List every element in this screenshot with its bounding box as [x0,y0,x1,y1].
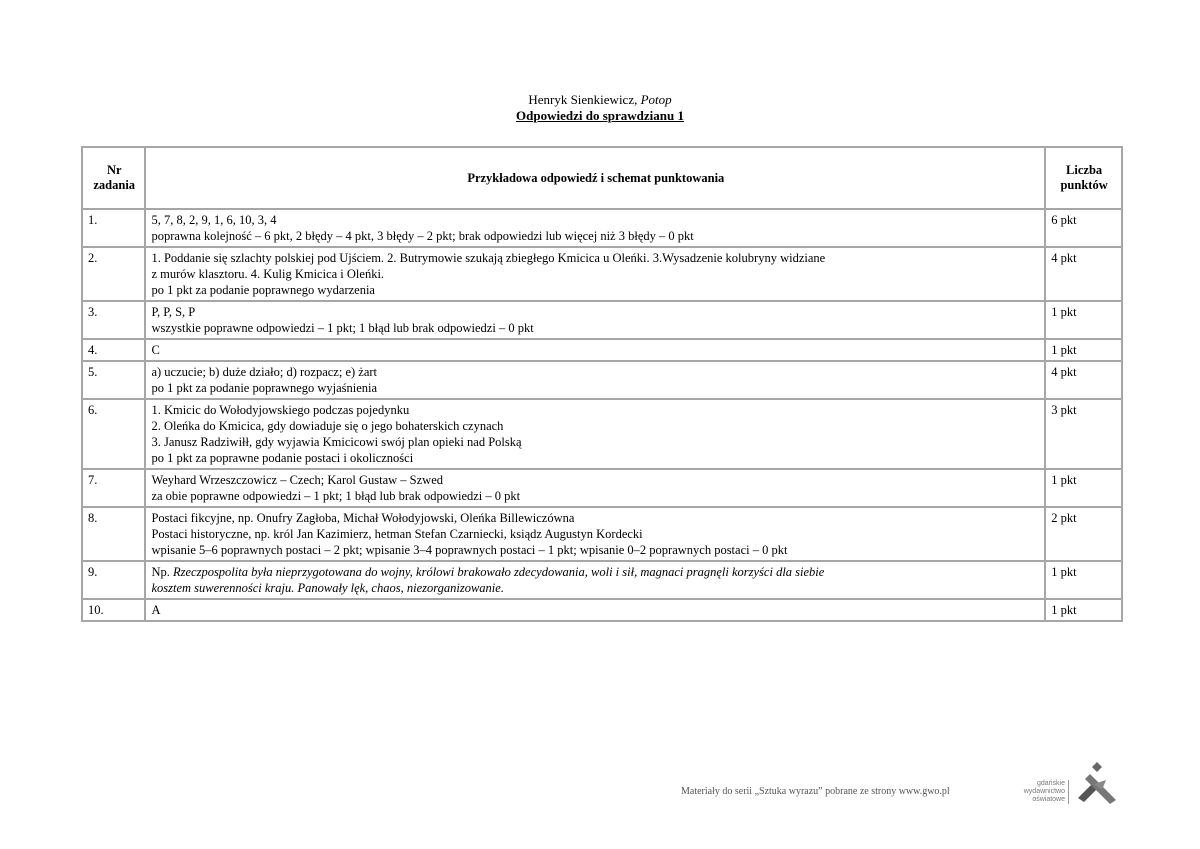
answer-cell [145,301,1045,339]
table-row [82,247,1122,301]
answer-line: wszystkie poprawne odpowiedzi – 1 pkt; 1 błąd lub brak odpowiedzi – 0 pkt [151,321,534,335]
points-cell: 1 pkt [1045,301,1122,339]
points-cell: 4 pkt [1045,247,1122,301]
table-row [82,361,1122,399]
points-cell: 1 pkt [1045,469,1122,507]
answer-line: a) uczucie; b) duże działo; d) rozpacz; e) żart [151,365,378,379]
table-row [82,507,1122,561]
answer-line: poprawna kolejność – 6 pkt, 2 błędy – 4 pkt, 3 błędy – 2 pkt; brak odpowiedzi lub więcej niż 3 błędy – 0 pkt [151,229,694,243]
points-cell: 1 pkt [1045,561,1122,599]
answer-line: Rzeczpospolita była nieprzygotowana do wojny, królowi brakowało zdecydowania, woli i sił, magnaci pragnęli korzyści dla siebie [172,565,825,579]
author-line [0,92,1200,108]
answer-line: z murów klasztoru. 4. Kulig Kmicica i Oleńki. [151,267,385,281]
logo-text: gdańskie wydawnictwo oświatowe [1023,780,1065,803]
page-title: Odpowiedzi do sprawdzianu 1 [516,108,684,123]
table-header-row [82,147,1122,209]
table-row [82,469,1122,507]
table-row [82,599,1122,621]
answer-line: P, P, S, P [151,305,196,319]
logo-icon [1072,760,1122,806]
points-cell: 6 pkt [1045,209,1122,247]
table-row [82,399,1122,469]
task-number: 5. [82,361,145,399]
answer-line: wpisanie 5–6 poprawnych postaci – 2 pkt; wpisanie 3–4 poprawnych postaci – 1 pkt; wpisanie 0–2 poprawnych postaci – 0 pkt [151,543,788,557]
task-number: 2. [82,247,145,301]
task-number: 3. [82,301,145,339]
task-number: 1. [82,209,145,247]
answer-line: Postaci fikcyjne, np. Onufry Zagłoba, Michał Wołodyjowski, Oleńka Billewiczówna [151,511,575,525]
answer-line: Postaci historyczne, np. król Jan Kazimierz, hetman Stefan Czarniecki, ksiądz Augustyn Kordecki [151,527,643,541]
answer-line: 1. Kmicic do Wołodyjowskiego podczas pojedynku [151,403,410,417]
answer-line: 5, 7, 8, 2, 9, 1, 6, 10, 3, 4 [151,213,277,227]
task-number: 10. [82,599,145,621]
answer-line: po 1 pkt za podanie poprawnego wydarzenia [151,283,375,297]
table-row [82,209,1122,247]
task-number: 8. [82,507,145,561]
answer-cell [145,339,1045,361]
logo-separator [1068,780,1069,804]
publisher-logo [1010,760,1125,810]
answer-line: po 1 pkt za poprawne podanie postaci i okoliczności [151,451,414,465]
answer-line: 1. Poddanie się szlachty polskiej pod Ujściem. 2. Butrymowie szukają zbiegłego Kmicica u Oleńki. 3.Wysadzenie kolubryny widziane [151,251,826,265]
answer-cell [145,361,1045,399]
source-note: Materiały do serii „Sztuka wyrazu” pobrane ze strony www.gwo.pl [681,786,950,797]
points-cell: 4 pkt [1045,361,1122,399]
points-cell: 1 pkt [1045,339,1122,361]
work-title: Potop [640,92,672,107]
answer-line: za obie poprawne odpowiedzi – 1 pkt; 1 błąd lub brak odpowiedzi – 0 pkt [151,489,521,503]
answer-line: A [151,603,161,617]
answer-line: kosztem suwerenności kraju. Panowały lęk, chaos, niezorganizowanie. [151,581,504,595]
task-number: 4. [82,339,145,361]
answer-cell [145,399,1045,469]
answer-cell [145,247,1045,301]
answers-table [81,146,1123,622]
document-header [0,92,1200,124]
answer-prefix: Np. [151,565,173,579]
answer-line: C [151,343,160,357]
answer-cell [145,209,1045,247]
author: Henryk Sienkiewicz, [528,92,641,107]
task-number: 6. [82,399,145,469]
header-points: Liczba punktów [1045,147,1122,209]
answer-cell [145,561,1045,599]
points-cell: 3 pkt [1045,399,1122,469]
task-number: 7. [82,469,145,507]
answer-line: po 1 pkt za podanie poprawnego wyjaśnienia [151,381,378,395]
answer-line: 3. Janusz Radziwiłł, gdy wyjawia Kmicicowi swój plan opieki nad Polską [151,435,522,449]
answer-line: 2. Oleńka do Kmicica, gdy dowiaduje się o jego bohaterskich czynach [151,419,504,433]
answer-cell [145,599,1045,621]
table-row [82,561,1122,599]
answer-cell [145,507,1045,561]
answer-cell [145,469,1045,507]
table-row [82,301,1122,339]
header-answer: Przykładowa odpowiedź i schemat punktowania [145,147,1045,209]
table-row [82,339,1122,361]
header-nr: Nr zadania [82,147,145,209]
points-cell: 2 pkt [1045,507,1122,561]
points-cell: 1 pkt [1045,599,1122,621]
task-number: 9. [82,561,145,599]
answer-line: Weyhard Wrzeszczowicz – Czech; Karol Gustaw – Szwed [151,473,443,487]
